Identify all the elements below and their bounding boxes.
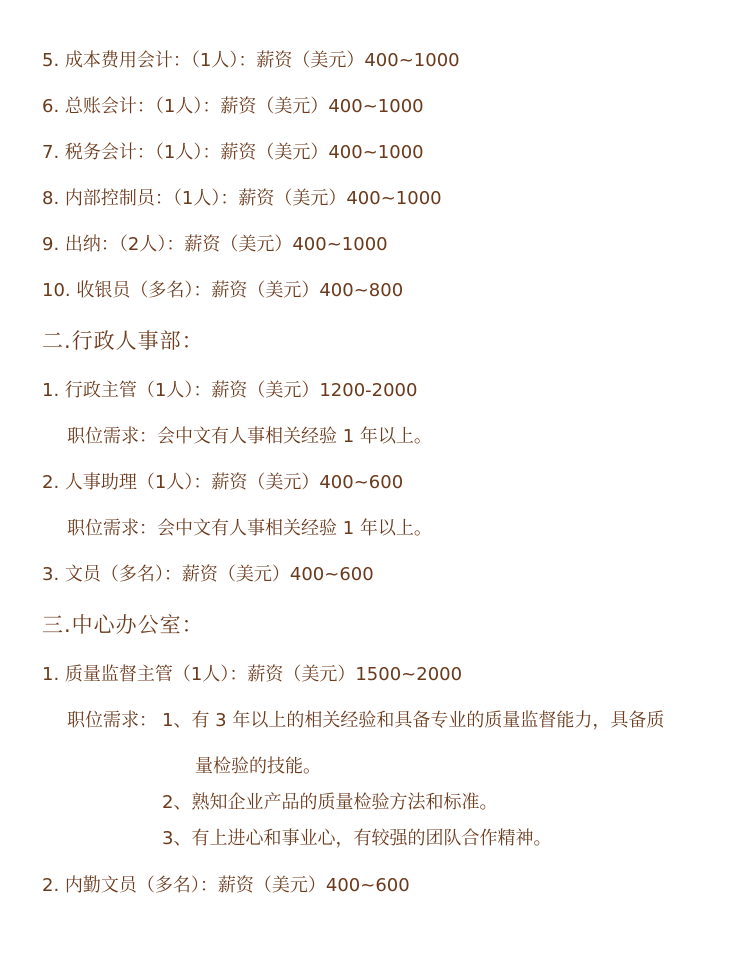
job-line-quality-supervisor: 1. 质量监督主管（1人）：薪资（美元）1500~2000 [42, 664, 463, 685]
job-line-admin-supervisor: 1. 行政主管（1人）：薪资（美元）1200-2000 [42, 380, 418, 401]
job-line-internal-controller: 8. 内部控制员：（1人）：薪资（美元）400~1000 [42, 188, 442, 209]
section-heading-central-office: 三.中心办公室： [42, 613, 204, 637]
job-line-cost-accountant: 5. 成本费用会计：（1人）：薪资（美元）400~1000 [42, 50, 460, 71]
job-requirement-hr-assistant: 职位需求：会中文有人事相关经验 1 年以上。 [67, 518, 432, 539]
job-line-general-ledger-accountant: 6. 总账会计：（1人）：薪资（美元）400~1000 [42, 96, 424, 117]
section-heading-admin-hr: 二.行政人事部： [42, 329, 204, 353]
job-line-checkout-clerk: 10. 收银员（多名）：薪资（美元）400~800 [42, 280, 404, 301]
job-requirement-label: 职位需求： [67, 710, 157, 731]
job-line-office-clerk: 2. 内勤文员（多名）：薪资（美元）400~600 [42, 875, 410, 896]
job-line-tax-accountant: 7. 税务会计：（1人）：薪资（美元）400~1000 [42, 142, 424, 163]
job-line-cashier: 9. 出纳：（2人）：薪资（美元）400~1000 [42, 234, 388, 255]
job-requirement-admin-supervisor: 职位需求：会中文有人事相关经验 1 年以上。 [67, 426, 432, 447]
job-line-hr-assistant: 2. 人事助理（1人）：薪资（美元）400~600 [42, 472, 404, 493]
job-requirement-item-3: 3、有上进心和事业心，有较强的团队合作精神。 [162, 828, 552, 849]
job-line-clerk: 3. 文员（多名）：薪资（美元）400~600 [42, 564, 374, 585]
job-requirement-item-2: 2、熟知企业产品的质量检验方法和标准。 [162, 792, 498, 813]
job-requirement-item-1-continued: 量检验的技能。 [195, 756, 321, 777]
job-requirement-item-1: 1、有 3 年以上的相关经验和具备专业的质量监督能力，具备质 [162, 710, 665, 731]
